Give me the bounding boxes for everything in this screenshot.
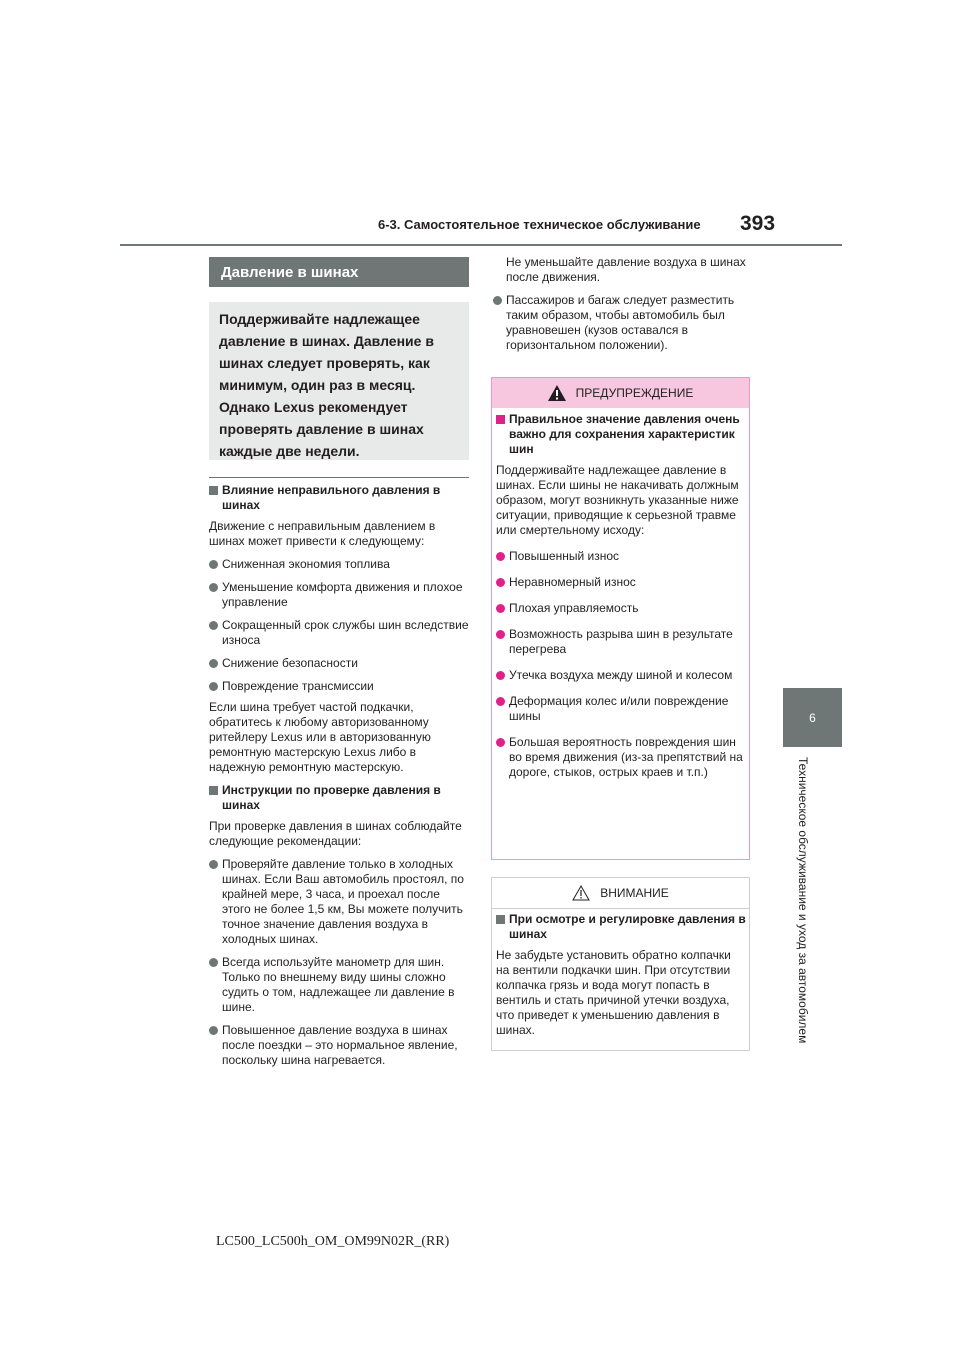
warning-title: ПРЕДУПРЕЖДЕНИЕ <box>575 386 694 400</box>
intro-box: Поддерживайте надлежащее давление в шинах. Давление в шинах следует проверять, как минимум, один раз в месяц. Однако Lexus рекомендует проверять давление в шинах каждые две недели. <box>209 302 469 460</box>
list-item-text: Неравномерный износ <box>509 575 636 589</box>
warning-triangle-icon <box>548 385 566 401</box>
list-item <box>496 627 746 657</box>
subheading <box>496 912 746 942</box>
bullet-dot-icon <box>496 671 505 680</box>
warning-content <box>496 412 746 780</box>
section-header: 6-3. Самостоятельное техническое обслуживание <box>378 217 701 232</box>
list-item <box>209 857 471 947</box>
bullet-dot-icon <box>496 697 505 706</box>
list-item-text: Деформация колес и/или повреждение шины <box>509 694 729 723</box>
list-item-text: Пассажиров и багаж следует разместить таким образом, чтобы автомобиль был уравновешен (кузов оставался в горизонтальном положении). <box>506 293 735 352</box>
page-number: 393 <box>740 212 776 235</box>
square-bullet-icon <box>496 915 505 924</box>
list-item <box>209 618 471 648</box>
list-item <box>496 549 746 564</box>
square-bullet-icon <box>209 486 218 495</box>
bullet-dot-icon <box>496 738 505 747</box>
square-bullet-icon <box>209 786 218 795</box>
subheading <box>209 783 471 813</box>
list-item-text: Утечка воздуха между шиной и колесом <box>509 668 733 682</box>
left-column <box>209 483 471 1068</box>
list-item-text: Сокращенный срок службы шин вследствие износа <box>222 618 469 647</box>
paragraph: Не уменьшайте давление воздуха в шинах после движения. <box>506 255 746 284</box>
subheading-text: Влияние неправильного давления в шинах <box>222 483 441 512</box>
bullet-dot-icon <box>209 860 218 869</box>
list-item <box>209 679 471 694</box>
bullet-dot-icon <box>209 659 218 668</box>
section-title: Давление в шинах <box>209 257 469 287</box>
notice-content <box>496 912 746 1038</box>
paragraph: При проверке давления в шинах соблюдайте следующие рекомендации: <box>209 819 462 848</box>
list-item <box>209 656 471 671</box>
subheading-text: При осмотре и регулировке давления в шинах <box>509 912 746 941</box>
list-item-text: Уменьшение комфорта движения и плохое управление <box>222 580 463 609</box>
list-item-text: Проверяйте давление только в холодных шинах. Если Ваш автомобиль простоял, по крайней мере, 3 часа, и проехал после этого не более 1,5 км, Вы можете получить точное значение давления воздуха в холодных шинах. <box>222 857 464 946</box>
list-item <box>209 1023 471 1068</box>
warning-header <box>492 378 749 408</box>
list-item-text: Снижение безопасности <box>222 656 358 670</box>
document-code: LC500_LC500h_OM_OM99N02R_(RR) <box>216 1234 450 1249</box>
paragraph: Поддерживайте надлежащее давление в шинах. Если шины не накачивать должным образом, могут возникнуть указанные ниже ситуации, приводящие к серьезной травме или смертельному исходу: <box>496 463 739 537</box>
bullet-dot-icon <box>493 296 502 305</box>
bullet-dot-icon <box>496 578 505 587</box>
list-item <box>496 601 746 616</box>
bullet-dot-icon <box>209 621 218 630</box>
chapter-tab: 6 <box>783 688 842 747</box>
list-item <box>496 735 746 780</box>
bullet-dot-icon <box>496 552 505 561</box>
list-item <box>496 668 746 683</box>
bullet-dot-icon <box>209 1026 218 1035</box>
list-item-text: Повреждение трансмиссии <box>222 679 374 693</box>
list-item-text: Повышенный износ <box>509 549 620 563</box>
paragraph: Движение с неправильным давлением в шинах может привести к следующему: <box>209 519 436 548</box>
list-item-text: Возможность разрыва шин в результате перегрева <box>509 627 733 656</box>
bullet-dot-icon <box>496 604 505 613</box>
list-item-text: Большая вероятность повреждения шин во время движения (из-за препятствий на дороге, стыков, острых краев и т.п.) <box>509 735 743 779</box>
right-column-top <box>493 255 753 353</box>
paragraph: Не забудьте установить обратно колпачки на вентили подкачки шин. При отсутствии колпачка грязь и вода могут попасть в вентиль и стать причиной утечки воздуха, что приведет к уменьшению давления в шинах. <box>496 948 731 1037</box>
notice-title: ВНИМАНИЕ <box>600 886 669 900</box>
subheading <box>209 483 471 513</box>
list-item <box>493 293 753 353</box>
list-item-text: Всегда используйте манометр для шин. Только по внешнему виду шины сложно судить о том, надлежащее ли давление в шине. <box>222 955 455 1014</box>
square-bullet-icon <box>496 415 505 424</box>
bullet-dot-icon <box>209 583 218 592</box>
notice-header <box>492 878 749 908</box>
bullet-dot-icon <box>209 560 218 569</box>
list-item <box>496 575 746 590</box>
header-rule <box>120 244 842 246</box>
list-item <box>209 557 471 572</box>
bullet-dot-icon <box>209 958 218 967</box>
subheading-text: Инструкции по проверке давления в шинах <box>222 783 441 812</box>
list-item-text: Сниженная экономия топлива <box>222 557 390 571</box>
list-item <box>209 580 471 610</box>
intro-rule <box>209 477 469 478</box>
bullet-dot-icon <box>209 682 218 691</box>
list-item <box>496 694 746 724</box>
notice-divider <box>492 908 749 909</box>
list-item-text: Плохая управляемость <box>509 601 639 615</box>
caution-triangle-icon <box>572 885 590 901</box>
list-item <box>209 955 471 1015</box>
list-item-text: Повышенное давление воздуха в шинах после поездки – это нормальное явление, поскольку шина нагревается. <box>222 1023 458 1067</box>
paragraph: Если шина требует частой подкачки, обратитесь к любому авторизованному ритейлеру Lexus или в авторизованную ремонтную мастерскую Lexus либо в надежную ремонтную мастерскую. <box>209 700 431 774</box>
bullet-dot-icon <box>496 630 505 639</box>
subheading <box>496 412 746 457</box>
chapter-side-title: Техническое обслуживание и уход за автомобилем <box>796 757 810 1044</box>
subheading-text: Правильное значение давления очень важно для сохранения характеристик шин <box>509 412 740 456</box>
